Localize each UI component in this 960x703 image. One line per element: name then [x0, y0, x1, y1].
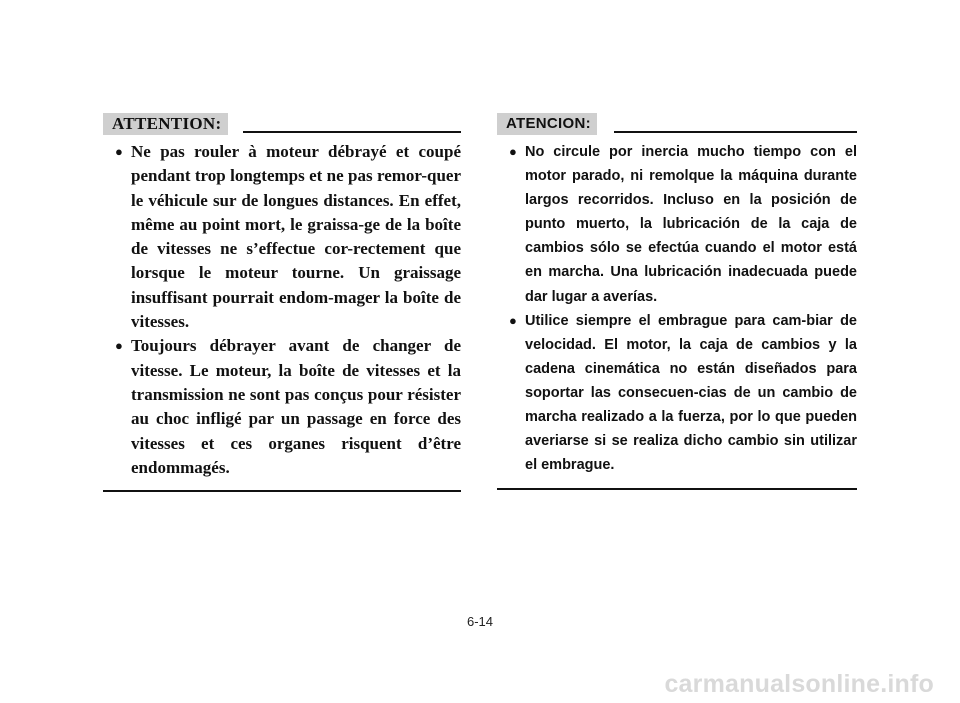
watermark: carmanualsonline.info — [664, 670, 934, 698]
spanish-caution-item-2 — [497, 309, 857, 478]
french-caution-header — [103, 112, 461, 136]
french-caution-list — [103, 140, 461, 480]
page-number: 6-14 — [466, 614, 494, 629]
french-caution-text-2: Toujours débrayer avant de changer de vitesse. Le moteur, la boîte de vitesses et la transmission ne sont pas conçus pour résister au choc infligé par un passage en force des vitesses et ces organes risquent d’être endommagés. — [131, 336, 461, 477]
spanish-caution-header — [497, 112, 857, 136]
bullet-icon: ● — [509, 312, 517, 328]
french-caution-text-1: Ne pas rouler à moteur débrayé et coupé pendant trop longtemps et ne pas remor-quer le véhicule sur de longues distances. En effet, même au point mort, le graissa-ge de la boîte de vitesses ne s’effectue cor-rectement que lorsque le moteur tourne. Un graissage insuffisant pourrait endom-mager la boîte de vitesses. — [131, 142, 461, 332]
spanish-caution-text-2: Utilice siempre el embrague para cam-biar de velocidad. El motor, la caja de cambios y la cadena cinemática no están diseñados para soportar las consecuen-cias de un cambio de marcha realizado a la fuerza, por lo que pueden averiarse si se realiza dicho cambio sin utilizar el embrague. — [525, 312, 857, 474]
french-caution-item-1 — [103, 140, 461, 334]
spanish-caution-heading: ATENCION: — [497, 113, 597, 135]
spanish-caution-list — [497, 140, 857, 477]
bullet-icon: ● — [115, 338, 123, 354]
french-bottom-rule — [103, 490, 461, 492]
spanish-caution-item-1 — [497, 140, 857, 309]
french-caution-item-2 — [103, 334, 461, 480]
bullet-icon: ● — [509, 144, 517, 159]
french-caution-block — [103, 112, 461, 492]
spanish-bottom-rule — [497, 488, 857, 490]
spanish-header-rule — [614, 131, 857, 133]
french-header-rule — [243, 131, 461, 133]
french-caution-heading: ATTENTION: — [103, 113, 228, 135]
spanish-caution-block — [497, 112, 857, 490]
bullet-icon: ● — [115, 144, 123, 159]
spanish-caution-text-1: No circule por inercia mucho tiempo con el motor parado, ni remolque la máquina durante largos recorridos. Incluso en la posición de punto muerto, la lubricación de la caja de cambios sólo se efectúa cuando el motor está en marcha. Una lubricación inadecuada puede dar lugar a averías. — [525, 144, 857, 305]
